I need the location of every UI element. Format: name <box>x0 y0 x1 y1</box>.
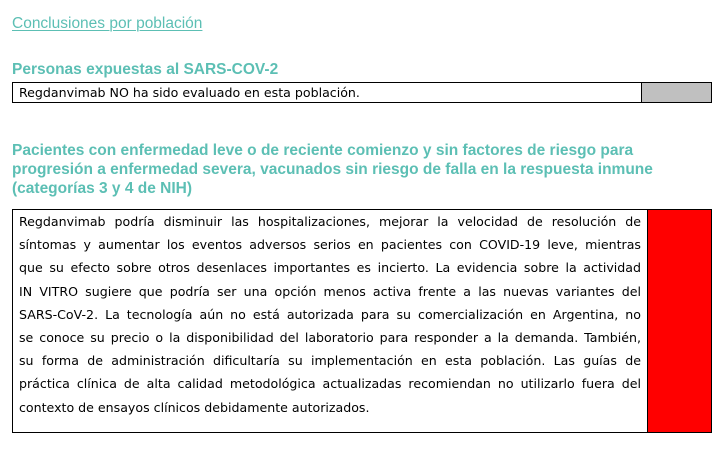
heading-line: progresión a enfermedad severa, vacunados sin riesgo de falla en la respuesta inmune <box>12 161 653 178</box>
mild-vaccinated-patients-table <box>12 209 712 433</box>
exposed-persons-heading: Personas expuestas al SARS-COV-2 <box>12 61 279 78</box>
mild-vaccinated-patients-indicator <box>648 210 712 433</box>
conclusion-line: síntomas y aumentar los eventos adversos serios en pacientes con COVID-19 leve, mientras <box>19 237 641 253</box>
conclusion-line: contexto de ensayos clínicos debidamente autorizados. <box>19 399 370 415</box>
conclusion-line: práctica clínica de alta calidad metodológica actualizadas recomiendan no utilizarlo fuera del <box>19 376 641 392</box>
conclusion-line: SARS-CoV-2. La tecnología aún no está autorizada para su comercialización en Argentina, no <box>19 306 641 322</box>
conclusion-line: se conoce su precio o la disponibilidad del laboratorio para responder a la demanda. También, <box>19 330 641 346</box>
conclusion-line: su forma de administración dificultaría su implementación en esta población. Las guías de <box>19 353 641 369</box>
conclusion-line: IN VITRO sugiere que podría ser una opción menos activa frente a las nuevas variantes del <box>19 283 641 299</box>
mild-vaccinated-patients-heading <box>12 141 712 198</box>
mild-vaccinated-patients-conclusion <box>13 210 648 433</box>
exposed-persons-conclusion: Regdanvimab NO ha sido evaluado en esta población. <box>13 83 642 103</box>
conclusion-line: Regdanvimab podría disminuir las hospitalizaciones, mejorar la velocidad de resolución de <box>19 214 641 229</box>
conclusions-by-population-link[interactable]: Conclusiones por población <box>12 15 203 32</box>
heading-line: Pacientes con enfermedad leve o de reciente comienzo y sin factores de riesgo para <box>12 142 634 159</box>
heading-line: (categorías 3 y 4 de NIH) <box>12 180 193 197</box>
conclusion-line: que su efecto sobre otros desenlaces importantes es incierto. La evidencia sobre la actividad <box>19 260 641 276</box>
exposed-persons-table <box>12 82 712 103</box>
exposed-persons-indicator <box>642 83 712 103</box>
